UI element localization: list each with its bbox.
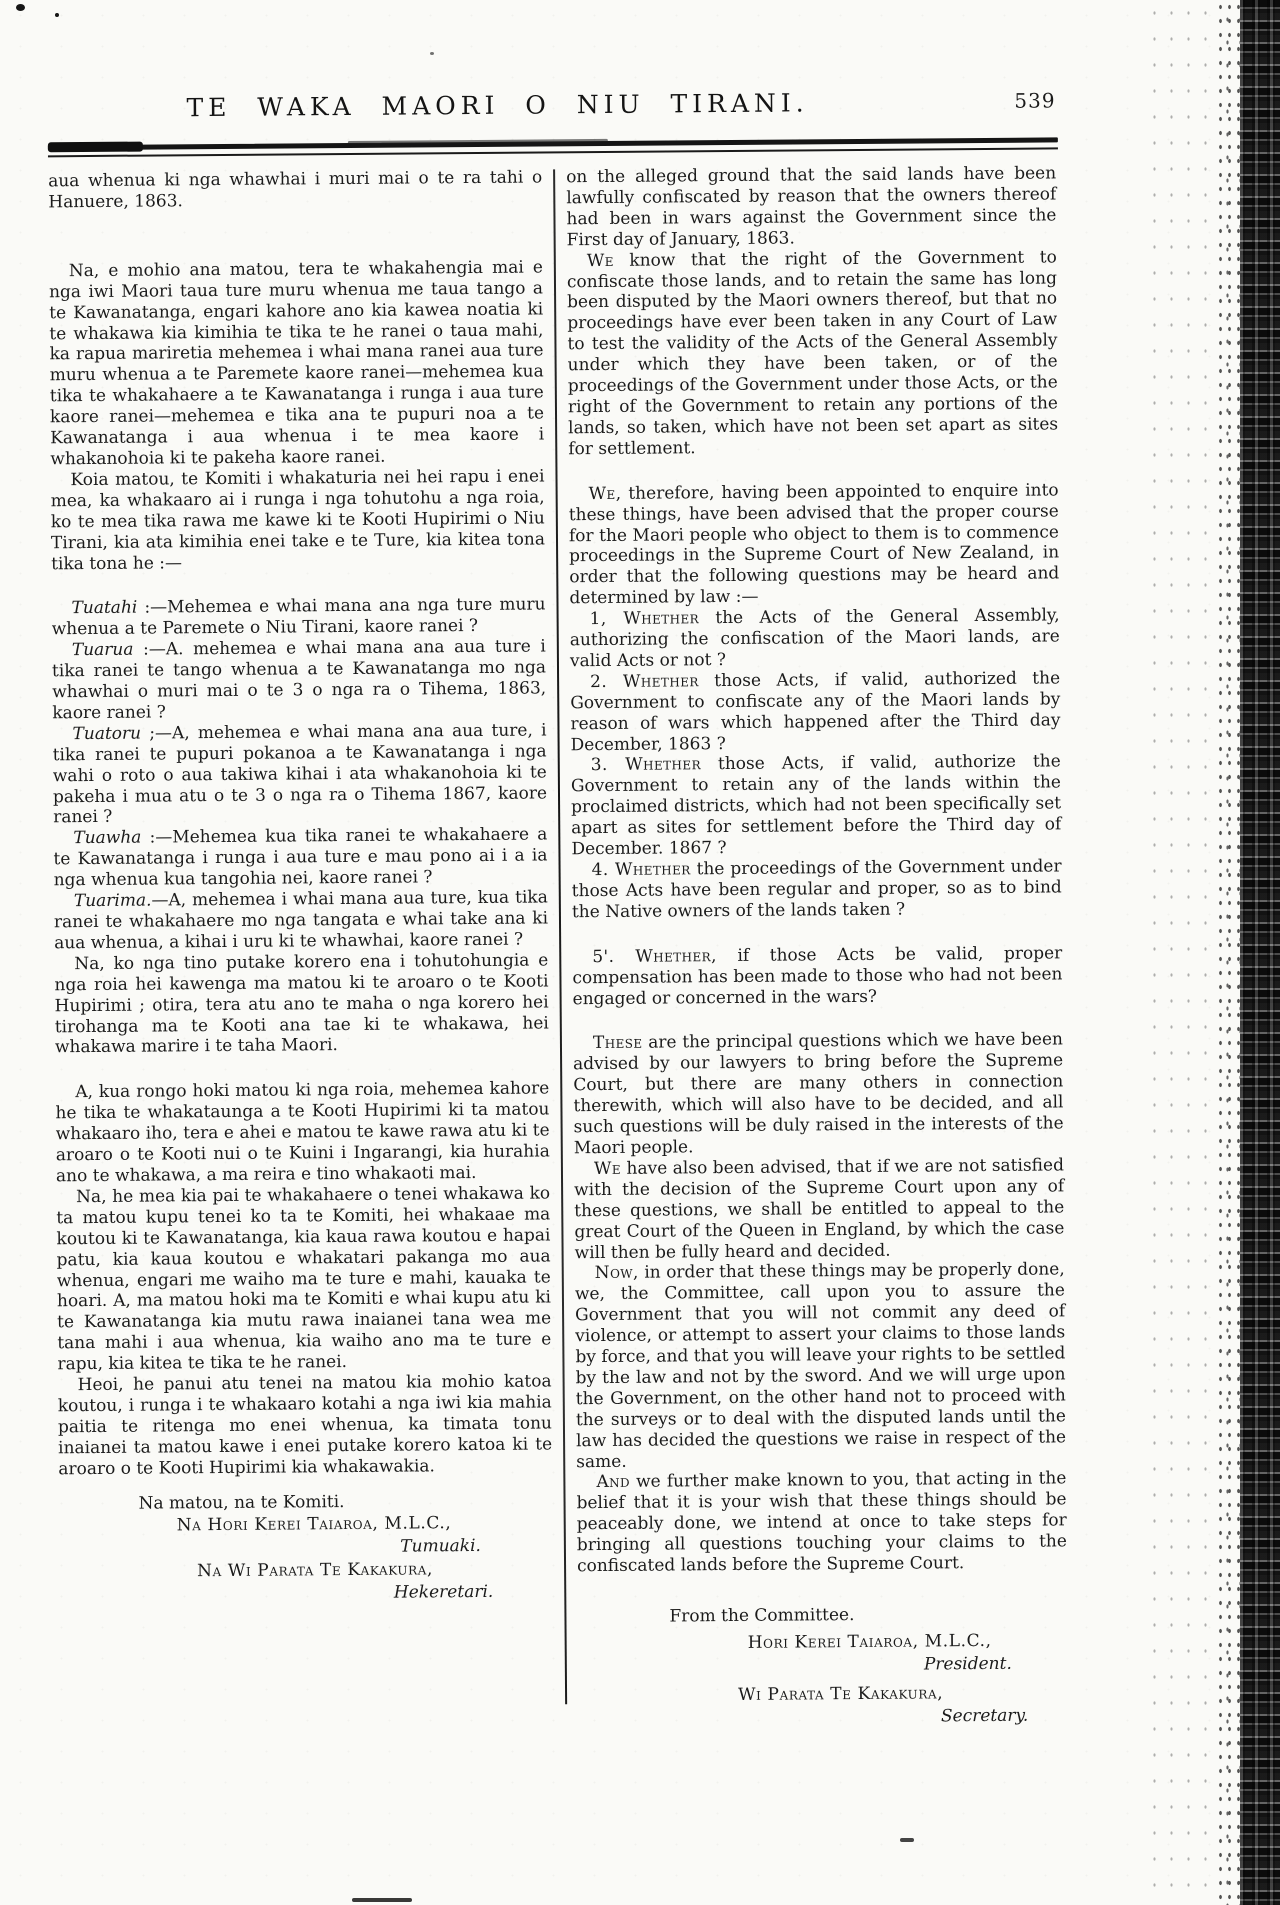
page-number: 539	[1014, 88, 1056, 113]
paragraph-lead-word: We,	[588, 483, 622, 504]
paragraph	[54, 950, 549, 1058]
paragraph	[53, 825, 547, 892]
paragraph-lead-word: Tuatahi	[71, 598, 138, 619]
paragraph-text: therefore, having been appointed to enquire into these things, have been advised that the proper course for the Maori people who object to them is to commence proceedings in the Supreme Court of New Zealand, in order that the following questions may be heard and determined by law :—	[568, 480, 1060, 609]
ink-speck	[430, 52, 434, 55]
signature-line-role2	[59, 1582, 553, 1607]
ink-speck	[55, 13, 59, 17]
paragraph-lead-word: Tuarua	[71, 639, 134, 661]
paragraph	[575, 1260, 1067, 1473]
paragraph	[58, 1371, 553, 1479]
paragraph-text: :—Mehemea e whai mana ana nga ture muru whenua a te Paremete o Niu Tirani, kaore ranei ?	[51, 594, 546, 640]
paragraph	[572, 856, 1062, 923]
paragraph-text: if those Acts be valid, proper compensation has been made to those who had not been engaged or concerned in the wars?	[572, 943, 1063, 1009]
paragraph-text: aua whenua ki nga whawhai i muri mai o te ra tahi o Hanuere, 1863.	[48, 167, 543, 213]
paragraph-text: in order that these things may be properly done, we, the Committee, call upon you to assure the Government that you will not commit any deed of violence, or attempt to assert your claims to those lands by force, and that you will leave your rights to be settled by the law and not by the sword. And we will urge upon the Government, on the other hand not to proceed with the surveys or to deal with the disputed lands until the law has decided the questions we raise in respect of the same.	[574, 1259, 1067, 1472]
paragraph-text: Na, ko nga tino putake korero ena i tohutohungia e nga roia hei kawenga ma matou ki te aroaro o te Kooti Hupirimi ; otira, tera atu ano te maha o nga korero hei tirohanga ma te Kooti ana tae ki te whakawa, hei whakawa marire i te taha Maori.	[54, 950, 549, 1058]
paragraph	[50, 466, 545, 574]
paragraph-text: :—Mehemea kua tika ranei te whakahaere a te Kawanatanga i runga i aua ture e mau pono ai i a ia nga whenua kua tangohia nei, kaore ranei ?	[53, 824, 548, 891]
paragraph-lead-word: 1, Whether	[589, 608, 700, 630]
paragraph-lead-word: We	[586, 250, 614, 271]
signature-text: President.	[923, 1653, 1012, 1675]
paragraph-lead-word: 4. Whether	[591, 859, 691, 881]
paragraph	[576, 1469, 1067, 1577]
ink-speck	[352, 1898, 412, 1902]
signature-line-address	[58, 1490, 552, 1515]
paragraph	[52, 637, 547, 725]
paragraph-text: the proceedings of the Government under those Acts have been regular and proper, so as to bind the Native owners of the lands taken ?	[571, 856, 1062, 923]
paragraph-lead-word: Tuawha	[73, 827, 142, 849]
left-column-maori-text	[48, 167, 554, 1733]
paragraph	[566, 163, 1057, 250]
paragraph	[571, 752, 1062, 860]
ink-speck	[900, 1838, 914, 1842]
signature-text: Na matou, na te Komiti.	[138, 1491, 345, 1514]
signature-line-role	[578, 1653, 1068, 1678]
paragraph-text: have also been advised, that if we are not satisfied with the decision of the Supreme Court upon any of these questions, we shall be entitled to appeal to the great Court of the Queen in England, by which the case will then be fully heard and decided.	[574, 1155, 1065, 1263]
paragraph	[569, 480, 1060, 609]
paragraph-lead-word: Now,	[594, 1263, 639, 1284]
paragraph-text: Heoi, he panui atu tenei na matou kia mohio katoa koutou, i runga i te whakaaro kotahi a nga iwi kia mahia paitia te ritenga mo enei whenua, ka timata tonu inaianei ta matou kawe i enei putake korero katoa ki te aroaro o te Kooti Hupirimi kia whakawakia.	[57, 1371, 553, 1479]
signature-line-address	[577, 1603, 1067, 1628]
masthead	[47, 86, 1057, 128]
paragraph-text: the Acts of the General Assembly, authorizing the confiscation of the Maori lands, are valid Acts or not ?	[569, 605, 1060, 672]
article-columns	[48, 163, 1070, 1733]
paragraph-lead-word: Tuatoru	[72, 723, 142, 744]
paragraph	[574, 1155, 1065, 1263]
paragraph-lead-word: 2. Whether	[590, 671, 699, 692]
paragraph	[55, 1079, 550, 1187]
paragraph-lead-word: 5'. Whether,	[592, 945, 717, 967]
paragraph-lead-word: 3. Whether	[590, 754, 702, 776]
paragraph-text: those Acts, if valid, authorized the Government to confiscate any of the Maori lands by reason of wars which happened after the Third day December, 1863 ?	[570, 668, 1061, 755]
signature-text: Wi Parata Te Kakakura,	[737, 1683, 944, 1705]
paragraph-text: know that the right of the Government to confiscate those lands, and to retain the same has long been disputed by the Maori owners thereof, but that no proceedings have ever been taken in any Court of Law to test the validity of the Acts of the General Assembly under which they have been taken, or of the proceedings of the Government under those Acts, or the right of the Government to retain any portions of the lands, so taken, which have not been set apart as sites for settlement.	[566, 247, 1059, 460]
paragraph-lead-word: And	[596, 1472, 631, 1493]
paragraph-text: A, kua rongo hoki matou ki nga roia, mehemea kahore he tika te whakataunga a te Kooti Hupirimi ki ta matou whakaaro iho, tera e ahei e matou te kawe rawa atu ki te aroaro o te Kooti nui o te Kuini i Ingarangi, kia hurahia ano te whakawa, a ma reira e tino whakaoti mai.	[55, 1078, 550, 1187]
paragraph	[570, 606, 1060, 673]
ink-speck	[16, 4, 25, 11]
paragraph-text: are the principal questions which we have been advised by our lawyers to bring before the Supreme Court, but there are many others in connection therewith, which will also have to be decided, and all such questions will be duly raised in the interests of the Maori people.	[573, 1029, 1064, 1159]
paragraph-text: Koia matou, te Komiti i whakaturia nei hei rapu i enei mea, ka whakaaro ai i runga i nga tohutohu a nga roia, ko te mea tika rawa me kawe ki te Kooti Hupirimi o Niu Tirani, kia ata kimihia enei take e te Ture, kia kitea tona tika tona he :—	[50, 466, 546, 574]
signature-text: Na Hori Kerei Taiaroa, M.L.C.,	[176, 1513, 452, 1536]
paragraph-text: :—A. mehemea e whai mana ana aua ture i tika ranei te tango whenua a te Kawanatanga mo nga whawhai o muri mai o te 3 o nga ra o Tihema, 1863, kaore ranei ?	[51, 636, 547, 724]
signature-text: Na Wi Parata Te Kakakura,	[197, 1559, 434, 1582]
newspaper-sheet	[47, 0, 1071, 1734]
signature-text: Hori Kerei Taiaroa, M.L.C.,	[747, 1630, 992, 1653]
scan-edge-speckle	[1146, 0, 1216, 1905]
paragraph	[573, 1030, 1064, 1159]
paragraph-text: —A, mehemea i whai mana aua ture, kua tika ranei te whakahaere mo nga tangata e whai take ana ki aua whenua, a kihai i uru ki te whawhai, kaore ranei ?	[53, 887, 549, 954]
signature-text: Tumuaki.	[400, 1536, 481, 1557]
signature-line-name2	[59, 1559, 553, 1584]
signature-line-name	[59, 1513, 553, 1538]
signature-line-role	[59, 1536, 553, 1561]
paragraph-text: Na, he mea kia pai te whakahaere o tenei whakawa ko ta matou kupu tenei ko ta te Komiti, hei whakaae ma koutou ki te Kawanatanga, kia kaua rawa koutou e hapai patu, kia kaua koutou e whakatari pakanga mo aua whenua, engari me waiho ma te ture e mahi, kauaka te hoari. A, ma matou hoki ma te Komiti e whai kupu atu ki te Kawanatanga kia mutu rawa inaianei tana wea me tana mahi i aua whenua, kia waiho ano ma te ture e rapu, kia kitea te tika te he ranei.	[56, 1183, 552, 1375]
paragraph-text: ;—A, mehemea e whai mana ana aua ture, i tika ranei te pupuri pokanoa a te Kawanatanga i nga wahi o roto o aua takiwa kihai i ata whakanohoia ki te pakeha i mua atu o te 3 o nga ra o Tihema 1867, kaore ranei ?	[52, 720, 548, 828]
scan-binding-edge-band	[1240, 0, 1280, 1905]
paragraph-lead-word: Tuarima.	[73, 890, 152, 912]
signature-line-role2	[578, 1705, 1068, 1730]
paragraph	[570, 668, 1061, 755]
paragraph-text: on the alleged ground that the said lands have been lawfully confiscated by reason that the owners thereof had been in wars against the Government since the First day of January, 1863.	[566, 163, 1057, 250]
masthead-title: TE WAKA MAORI O NIU TIRANI.	[186, 88, 809, 123]
signature-text: From the Committee.	[669, 1605, 855, 1627]
paragraph-text: those Acts, if valid, authorize the Government to retain any of the lands within the proclaimed districts, which had not been specifically set apart as sites for settlement before the Third day of December. 1867 ?	[570, 751, 1062, 860]
signature-text: Hekeretari.	[393, 1582, 494, 1603]
paragraph-lead-word: We	[593, 1158, 622, 1179]
paragraph	[48, 167, 542, 213]
paragraph	[52, 720, 547, 828]
paragraph	[51, 595, 545, 641]
paragraph-lead-word: These	[592, 1033, 643, 1054]
signature-line-name	[578, 1630, 1068, 1655]
paragraph-text: Na, e mohio ana matou, tera te whakahengia mai e nga iwi Maori taua ture muru whenua me taua tango a te Kawanatanga, engari kahore ano kia kawea noatia ki te whakawa kia kimihia te tika te he ranei o taua mahi, ka rapua mariretia mehemea i whai mana ranei aua ture muru whenua a te Paremete kaore ranei—mehemea kua tika te whakahaere a te Kawanatanga i runga i aua ture kaore ranei—mehemea e tika ana te pupuri noa a te Kawanatanga i aua whenua i te mea kaore i whakanohoia ki te pakeha kaore ranei.	[48, 257, 545, 470]
signature-text: Secretary.	[940, 1705, 1029, 1726]
signature-line-name2	[578, 1682, 1068, 1707]
right-column-english-text	[566, 163, 1068, 1729]
paragraph-text: we further make known to you, that acting in the belief that it is your wish that these things should be peaceably done, we intend at once to take steps for bringing all questions touching your claims to the confiscated lands before the Supreme Court.	[576, 1468, 1067, 1577]
column-divider-rule	[553, 169, 567, 1703]
paragraph	[567, 247, 1059, 460]
paragraph	[572, 943, 1062, 1010]
paragraph	[49, 257, 545, 470]
paragraph	[56, 1183, 551, 1375]
paragraph	[54, 888, 548, 955]
